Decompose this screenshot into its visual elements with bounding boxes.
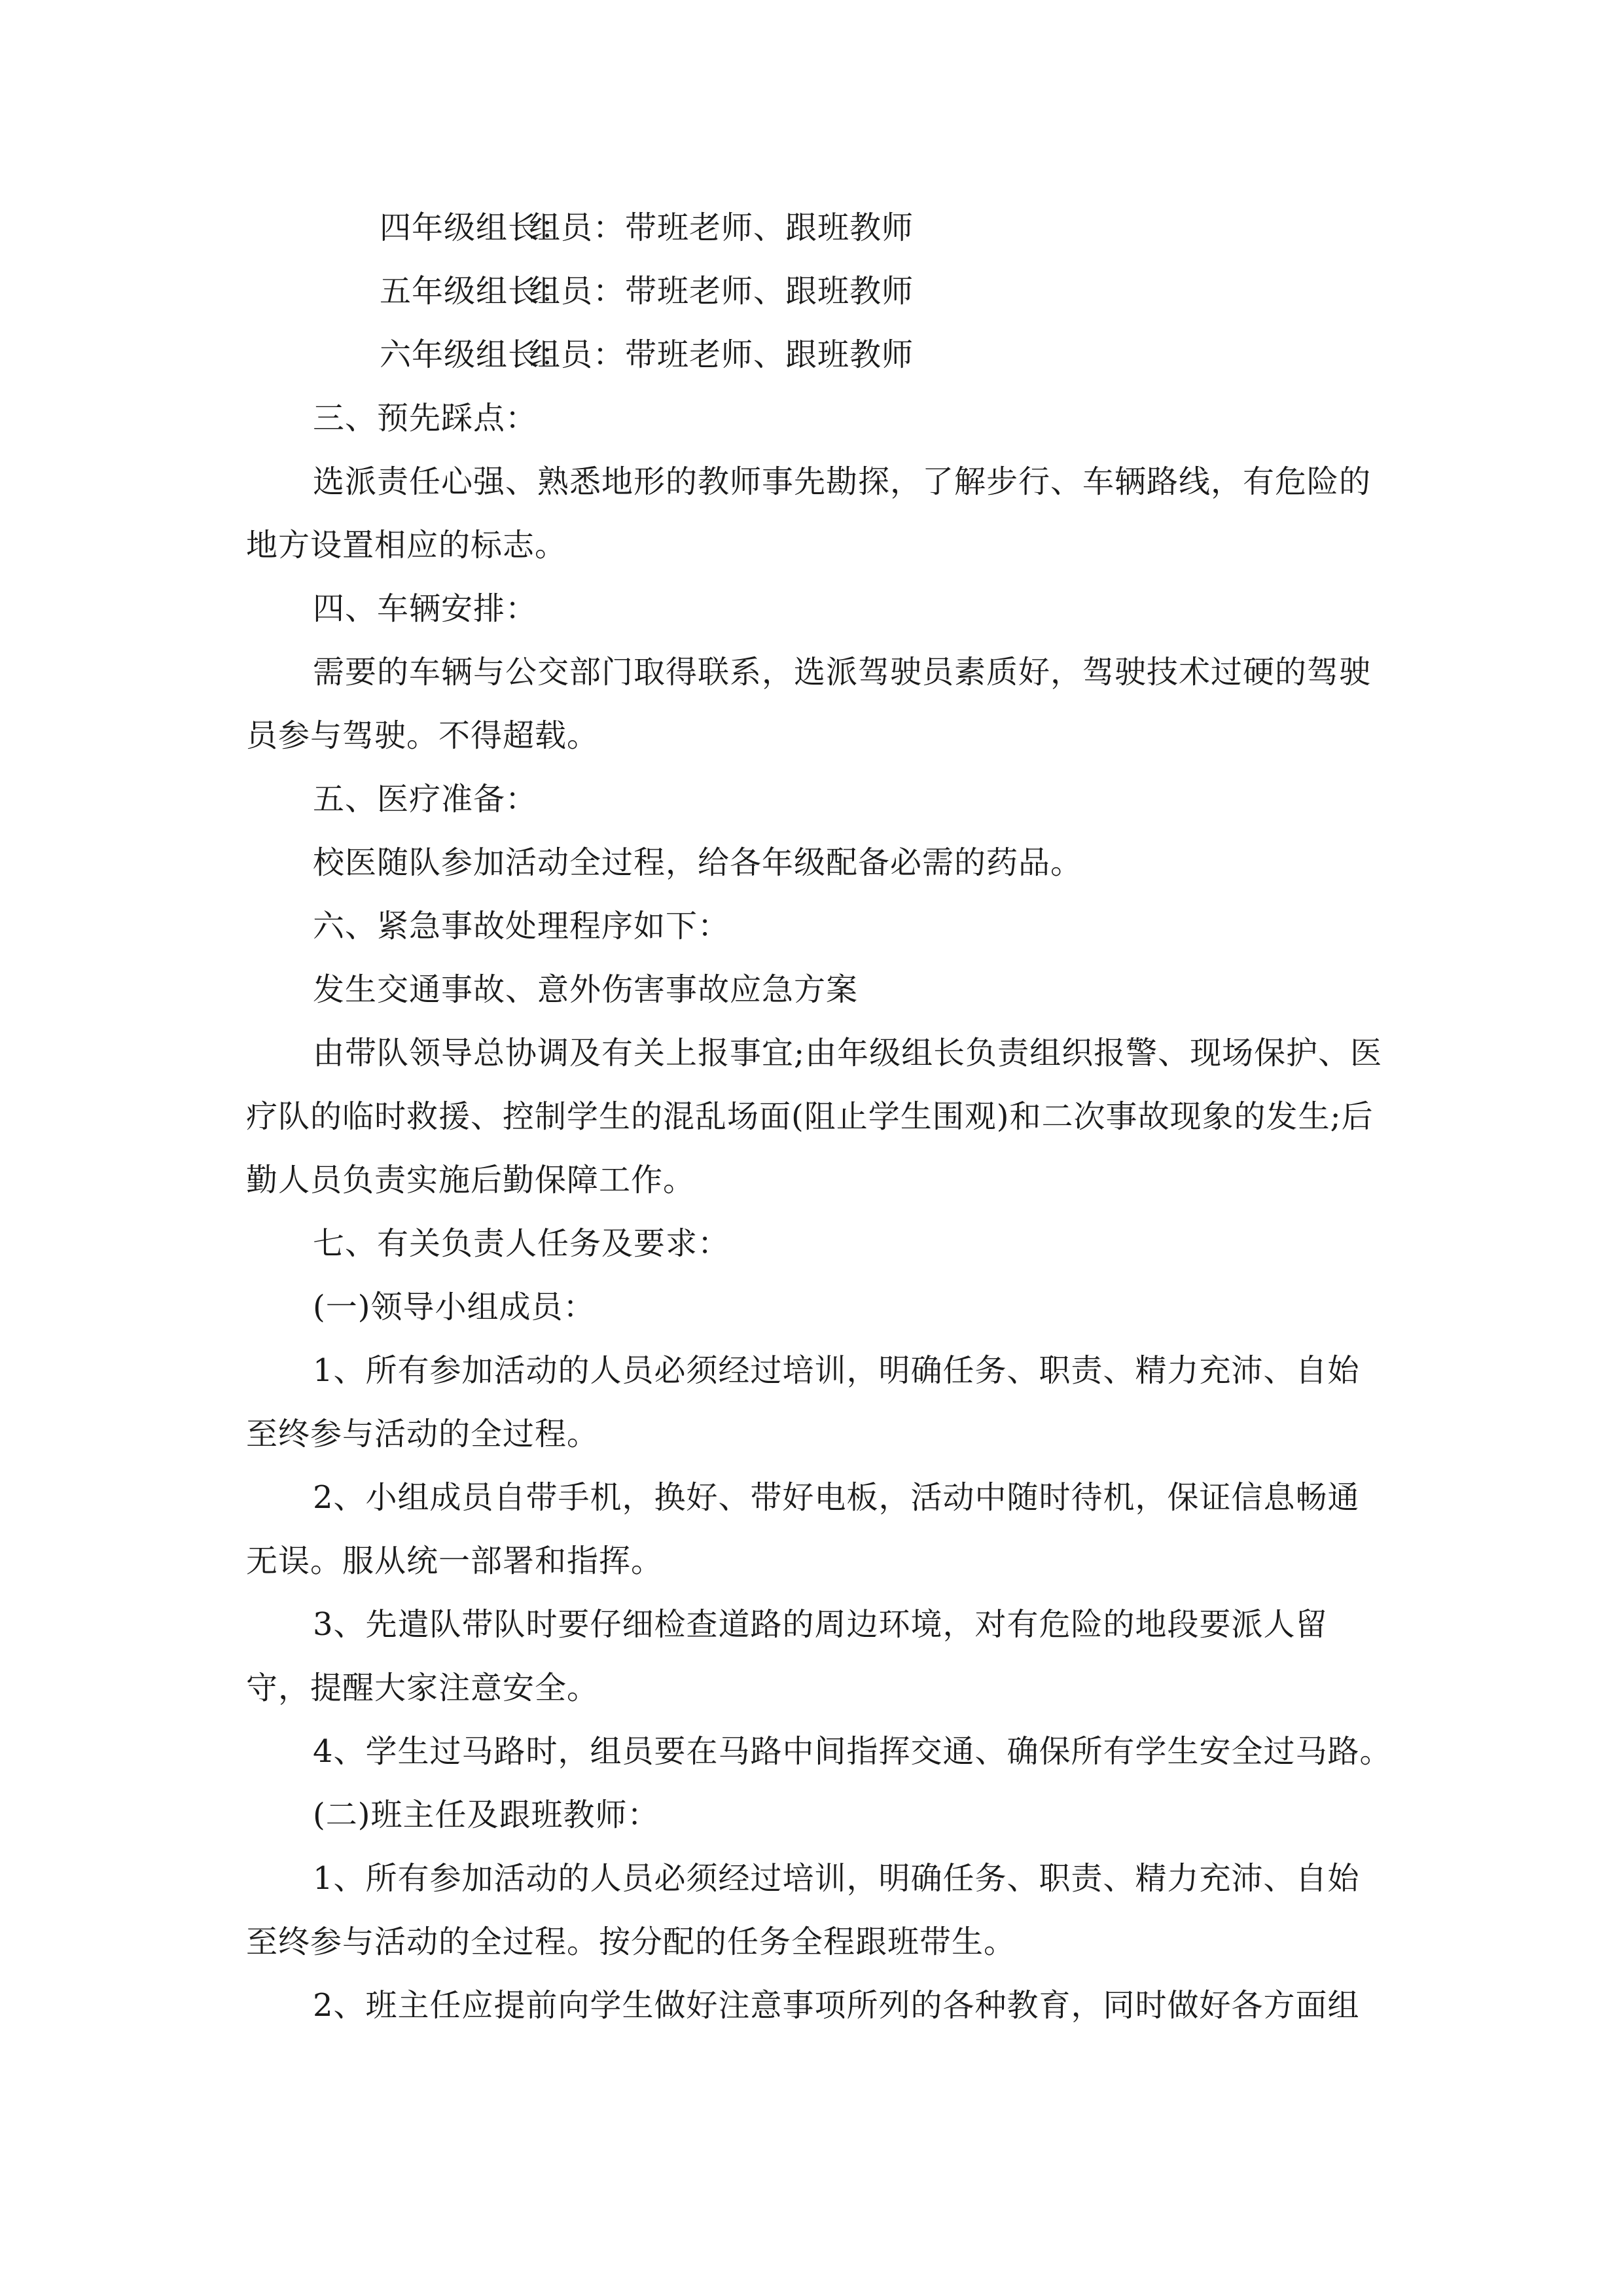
section-heading-medical: 五、医疗准备：: [313, 781, 538, 817]
list-item: 2、小组成员自带手机，换好、带好电板，活动中随时待机，保证信息畅通无误。服从统一部署和指挥。: [246, 1479, 1360, 1579]
section-heading-emergency: 六、紧急事故处理程序如下：: [313, 908, 730, 944]
section-heading-vehicles: 四、车辆安排：: [313, 590, 538, 627]
group-leader-label: 五年级组长：: [380, 273, 573, 310]
group-line-grade4: [246, 196, 1388, 260]
list-item: 1、所有参加活动的人员必须经过培训，明确任务、职责、精力充沛、自始至终参与活动的全过程。: [246, 1352, 1360, 1452]
group-members-label: 组员：带班老师、跟班教师: [529, 209, 914, 246]
section-body-vehicles: 需要的车辆与公交部门取得联系，选派驾驶员素质好，驾驶技术过硬的驾驶员参与驾驶。不得超载。: [246, 654, 1372, 754]
section-body-medical: 校医随队参加活动全过程，给各年级配备必需的药品。: [313, 844, 1083, 881]
list-item: 4、学生过马路时，组员要在马路中间指挥交通、确保所有学生安全过马路。: [313, 1733, 1392, 1770]
list-item: 2、班主任应提前向学生做好注意事项所列的各种教育，同时做好各方面组: [313, 1987, 1360, 2024]
group-leader-label: 四年级组长：: [380, 209, 573, 246]
document-page: [246, 196, 1392, 2037]
group-line-grade6: [246, 323, 1388, 387]
list-item: 1、所有参加活动的人员必须经过培训，明确任务、职责、精力充沛、自始至终参与活动的全过程。按分配的任务全程跟班带生。: [246, 1860, 1360, 1960]
section-heading-scouting: 三、预先踩点：: [313, 400, 538, 437]
section-heading-responsibilities: 七、有关负责人任务及要求：: [313, 1225, 730, 1262]
subsection-heading-teachers: (二)班主任及跟班教师：: [313, 1797, 660, 1833]
section-plan-emergency: 发生交通事故、意外伤害事故应急方案: [313, 971, 859, 1008]
subsection-heading-leaders: (一)领导小组成员：: [313, 1289, 596, 1325]
group-leader-label: 六年级组长：: [380, 336, 573, 373]
section-body-scouting: 选派责任心强、熟悉地形的教师事先勘探，了解步行、车辆路线，有危险的地方设置相应的标志。: [246, 463, 1372, 564]
section-body-emergency: 由带队领导总协调及有关上报事宜;由年级组长负责组织报警、现场保护、医疗队的临时救援、控制学生的混乱场面(阻止学生围观)和二次事故现象的发生;后勤人员负责实施后勤保障工作。: [246, 1035, 1383, 1198]
group-members-label: 组员：带班老师、跟班教师: [529, 336, 914, 373]
group-members-label: 组员：带班老师、跟班教师: [529, 273, 914, 310]
group-line-grade5: [246, 260, 1388, 323]
list-item: 3、先遣队带队时要仔细检查道路的周边环境，对有危险的地段要派人留守，提醒大家注意安全。: [246, 1606, 1328, 1706]
